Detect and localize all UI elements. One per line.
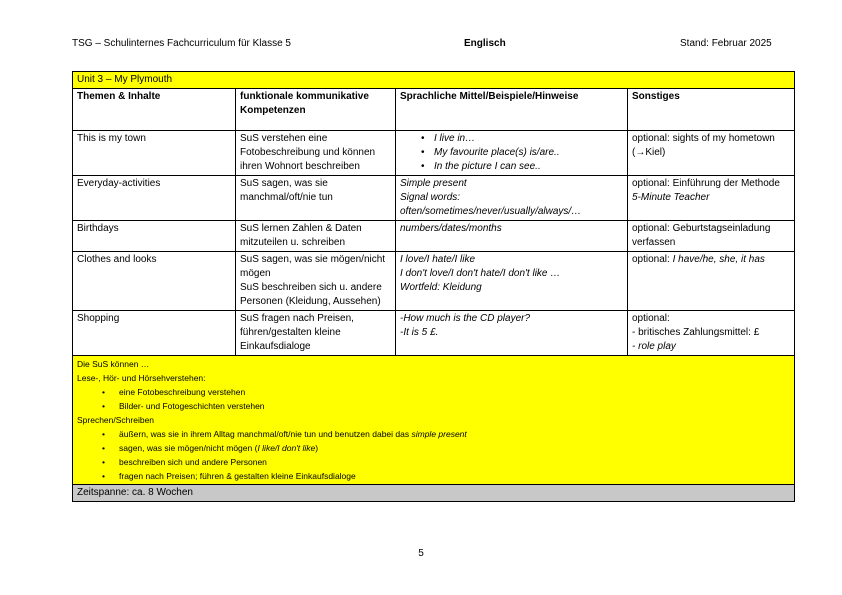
topic-cell: Shopping [73,311,236,356]
means-line: Wortfeld: Kleidung [400,282,482,293]
means-line: I love/I hate/I like [400,254,476,265]
list-item: • Bilder- und Fotogeschichten verstehen [119,399,790,413]
competence-cell [236,252,396,311]
list-item [119,441,790,455]
table-row [73,311,795,356]
summary-section-heading: Sprechen/Schreiben [77,415,155,425]
topic-cell: This is my town [73,131,236,176]
curriculum-table [72,71,795,502]
table-row [73,131,795,176]
other-line: - role play [632,341,676,352]
list-item: • eine Fotobeschreibung verstehen [119,385,790,399]
other-cell [628,311,795,356]
means-cell [396,311,628,356]
table-row [73,176,795,221]
item-text-end: ) [315,443,319,453]
competence-cell: SuS verstehen eine Fotobeschreibung und können ihren Wohnort beschreiben [236,131,396,176]
other-line: optional: [632,313,670,324]
topic-cell: Clothes and looks [73,252,236,311]
means-line: -It is 5 £. [400,327,439,338]
column-header-topics: Themen & Inhalte [73,89,236,131]
table-row [73,252,795,311]
other-italic: 5-Minute Teacher [632,192,710,203]
competence-cell: SuS fragen nach Preisen, führen/gestalten kleine Einkaufsdialoge [236,311,396,356]
other-text: optional: [632,254,673,265]
other-cell: optional: Geburtstagseinladung verfassen [628,221,795,252]
summary-intro: Die SuS können … [77,359,150,369]
list-item: • My favourite place(s) is/are.. [434,146,623,160]
competence-line: SuS sagen, was sie mögen/nicht mögen [240,254,386,279]
means-cell: numbers/dates/months [396,221,628,252]
topic-cell: Everyday-activities [73,176,236,221]
competence-cell: SuS sagen, was sie manchmal/oft/nie tun [236,176,396,221]
table-row [73,221,795,252]
column-header-other: Sonstiges [628,89,795,131]
other-cell [628,252,795,311]
competence-summary [73,356,795,485]
item-italic: I like/I don't like [257,443,316,453]
means-cell [396,176,628,221]
page-number: 5 [418,548,424,559]
unit-title: Unit 3 – My Plymouth [73,72,795,89]
list-item: • I live in… [434,132,623,146]
competence-cell: SuS lernen Zahlen & Daten mitzuteilen u. schreiben [236,221,396,252]
list-item [119,427,790,441]
other-cell [628,176,795,221]
means-line: Signal words: [400,192,461,203]
item-text: äußern, was sie in ihrem Alltag manchmal/oft/nie tun und benutzen dabei das [119,429,412,439]
other-italic: I have/he, she, it has [672,254,765,265]
means-cell [396,131,628,176]
column-header-means: Sprachliche Mittel/Beispiele/Hinweise [396,89,628,131]
means-line: Simple present [400,178,467,189]
means-line: I don't love/I don't hate/I don't like … [400,268,561,279]
item-text: sagen, was sie mögen/nicht mögen ( [119,443,258,453]
column-header-competences: funktionale kommunikative Kompetenzen [236,89,396,131]
item-italic: simple present [411,429,467,439]
topic-cell: Birthdays [73,221,236,252]
list-item: • fragen nach Preisen; führen & gestalten kleine Einkaufsdialoge [119,469,790,483]
header-left: TSG – Schulinternes Fachcurriculum für Klasse 5 [72,38,291,49]
list-item: • beschreiben sich und andere Personen [119,455,790,469]
competence-line: SuS beschreiben sich u. andere Personen (Kleidung, Aussehen) [240,282,382,307]
header-date: Stand: Februar 2025 [680,38,772,49]
means-line: often/sometimes/never/usually/always/… [400,206,582,217]
means-line: -How much is the CD player? [400,313,531,324]
summary-section-heading: Lese-, Hör- und Hörsehverstehen: [77,373,206,383]
header-subject: Englisch [464,38,506,49]
timespan: Zeitspanne: ca. 8 Wochen [73,485,795,502]
list-item: • In the picture I can see.. [434,160,623,174]
other-cell: optional: sights of my hometown (→Kiel) [628,131,795,176]
means-cell [396,252,628,311]
other-text: optional: Einführung der Methode [632,178,780,189]
other-line: - britisches Zahlungsmittel: £ [632,327,760,338]
